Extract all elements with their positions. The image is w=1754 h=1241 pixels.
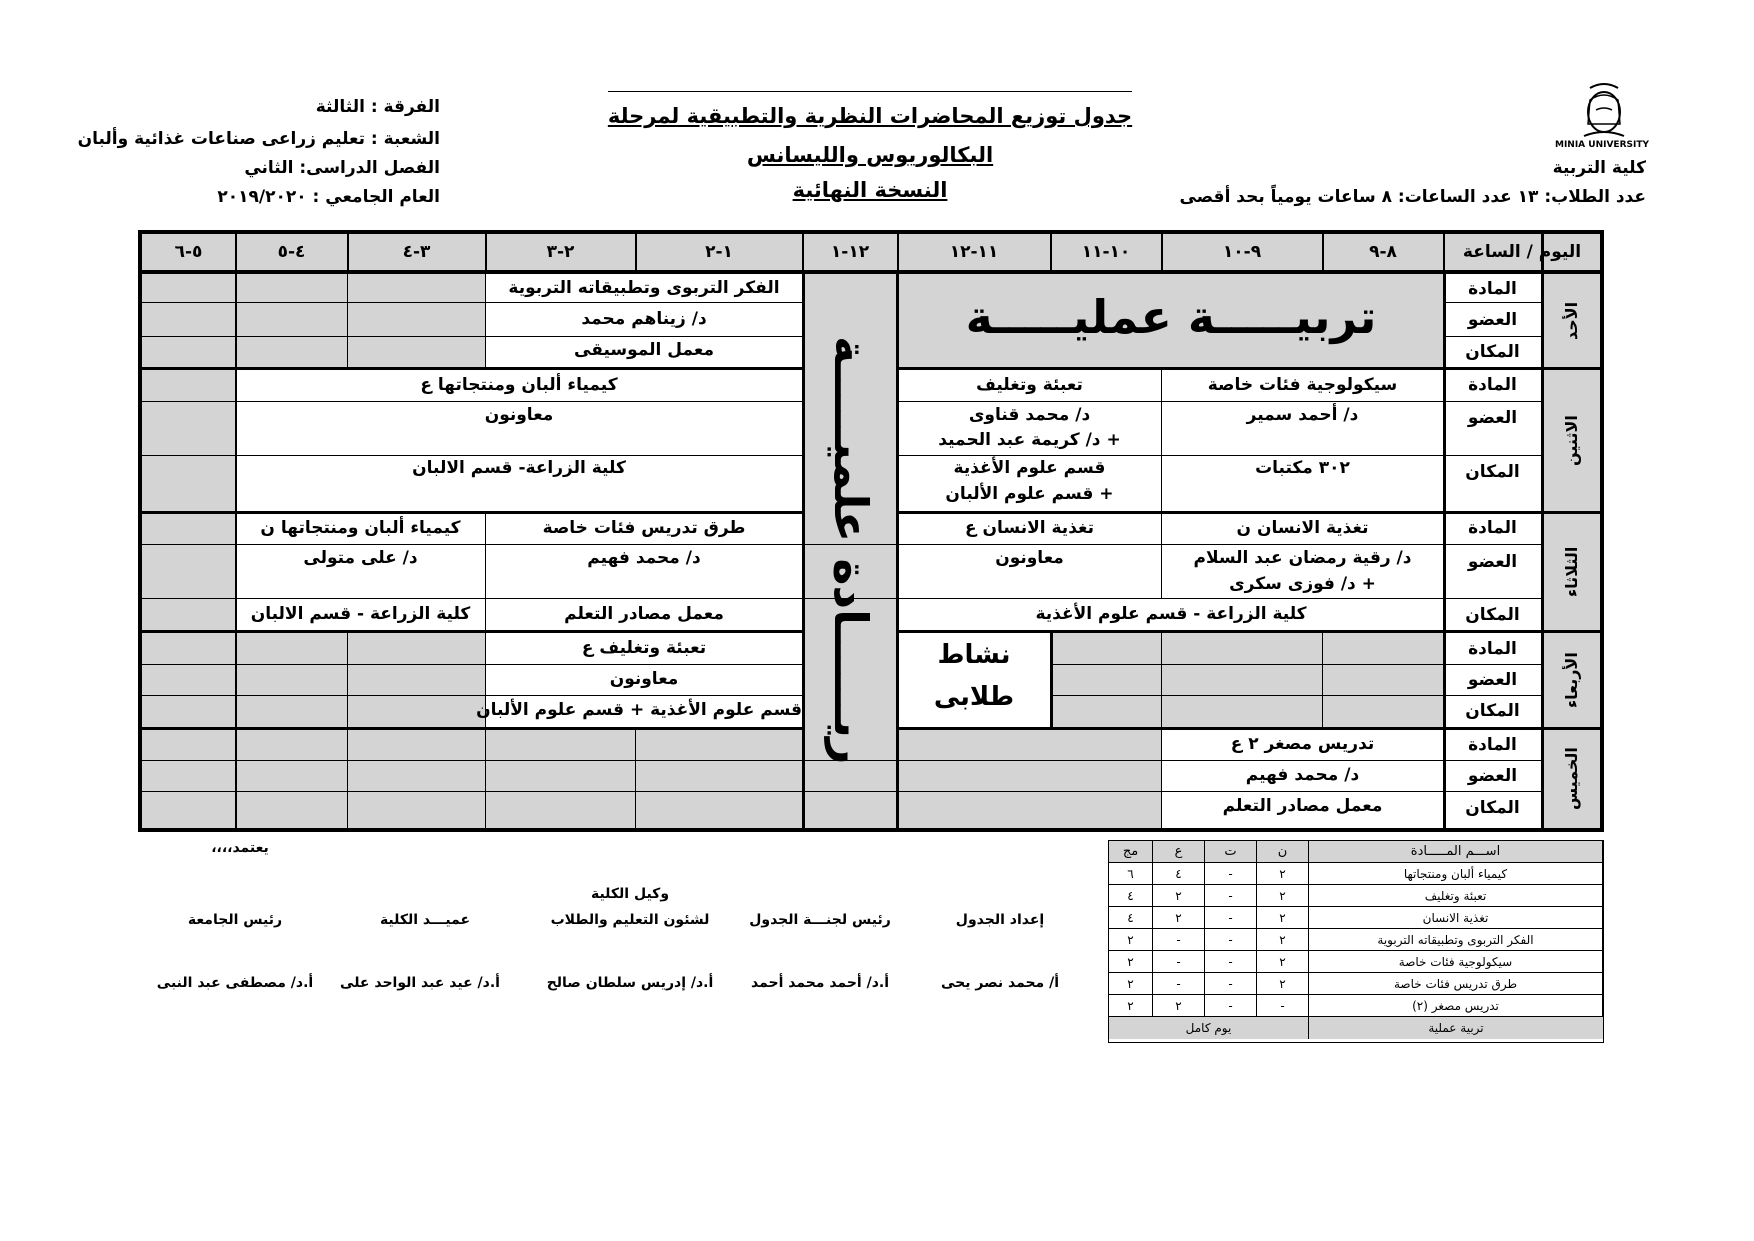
tue-subject-c: طرق تدريس فئات خاصة [542, 518, 746, 538]
summary-cell: - [1205, 951, 1257, 973]
tue-subject-a: تغذية الانسان ن [1236, 518, 1369, 538]
summary-cell: الفكر التربوى وتطبيقاته التربوية [1309, 929, 1603, 951]
thu-member-1: د/ محمد فهيم [1245, 765, 1360, 785]
day-wednesday: الأربعاء [1562, 652, 1581, 708]
time-8-9: ٨-٩ [1369, 242, 1397, 262]
label-subject-wed: المادة [1468, 639, 1517, 659]
thursday-empty-left [142, 730, 803, 828]
sunday-empty-right [142, 274, 486, 367]
summary-cell: ٢ [1257, 951, 1309, 973]
label-member-wed: العضو [1467, 670, 1518, 690]
summary-header-cell: ع [1153, 841, 1205, 863]
summary-cell: - [1205, 973, 1257, 995]
label-place-mon: المكان [1465, 462, 1520, 482]
tue-member-c: د/ محمد فهيم [587, 548, 701, 568]
summary-cell: ٦ [1109, 863, 1153, 885]
role-president: رئيس الجامعة [187, 912, 283, 928]
version-label: النسخة النهائية [792, 178, 948, 202]
summary-cell: ٢ [1257, 907, 1309, 929]
wed-member-1: معاونون [609, 669, 679, 689]
approval-label: يعتمد،،،، [211, 840, 269, 856]
time-1-2: ١-٢ [705, 242, 733, 262]
mon-member-c: معاونون [484, 405, 554, 425]
summary-cell: سيكولوجية فئات خاصة [1309, 951, 1603, 973]
summary-cell: ٤ [1109, 907, 1153, 929]
faculty-name: كلية التربية [1552, 158, 1646, 178]
label-member-thu: العضو [1467, 766, 1518, 786]
sun-member-1: د/ زيناهم محمد [581, 309, 707, 329]
summary-practice-value: يوم كامل [1109, 1017, 1309, 1039]
thu-subject-1: تدريس مصغر ٢ ع [1230, 734, 1375, 754]
day-monday: الاثنين [1562, 415, 1581, 466]
tue-subject-d: كيمياء ألبان ومنتجاتها ن [260, 518, 461, 538]
thu-place-1: معمل مصادر التعلم [1222, 796, 1383, 816]
label-member-tue: العضو [1467, 552, 1518, 572]
role-committee: رئيس لجنـــة الجدول [749, 912, 891, 928]
summary-cell: - [1205, 885, 1257, 907]
summary-cell: - [1153, 951, 1205, 973]
summary-cell: ٢ [1109, 951, 1153, 973]
summary-cell: ٢ [1153, 995, 1205, 1017]
mon-member-b2: + د/ كريمة عبد الحميد [938, 430, 1121, 450]
tue-place-c: معمل مصادر التعلم [564, 604, 724, 624]
level: الفرقة : الثالثة [315, 97, 440, 117]
summary-cell: ٢ [1109, 929, 1153, 951]
summary-cell: ٢ [1257, 973, 1309, 995]
summary-header-cell: ن [1257, 841, 1309, 863]
summary-cell: - [1205, 929, 1257, 951]
summary-cell: تدريس مصغر (٢) [1309, 995, 1603, 1017]
page-title: جدول توزيع المحاضرات النظرية والتطبيقية لمرحلة [607, 104, 1133, 128]
tue-member-b: معاونون [995, 548, 1064, 568]
mon-place-b2: + قسم علوم الألبان [945, 484, 1114, 504]
name-dean: أ.د/ عيد عبد الواحد على [340, 975, 500, 991]
summary-cell: - [1257, 995, 1309, 1017]
summary-cell: كيمياء ألبان ومنتجاتها [1309, 863, 1603, 885]
time-5-6: ٥-٦ [174, 242, 203, 262]
summary-cell: ٤ [1109, 885, 1153, 907]
summary-cell: - [1205, 995, 1257, 1017]
label-place-sun: المكان [1465, 342, 1520, 362]
label-subject-sun: المادة [1468, 279, 1517, 299]
summary-cell: ٤ [1153, 863, 1205, 885]
page-subtitle: البكالوريوس والليسانس [746, 143, 994, 167]
summary-cell: ٢ [1109, 995, 1153, 1017]
summary-practice-name: تربية عملية [1309, 1017, 1603, 1039]
label-subject-mon: المادة [1468, 375, 1517, 395]
name-vice-dean: أ.د/ إدريس سلطان صالح [546, 975, 714, 991]
student-activity-1: نشاط [937, 640, 1011, 670]
mon-place-b1: قسم علوم الأغذية [953, 458, 1106, 478]
name-prepared-by: أ/ محمد نصر يحى [940, 975, 1060, 991]
summary-cell: تعبئة وتغليف [1309, 885, 1603, 907]
name-president: أ.د/ مصطفى عبد النبى [156, 975, 314, 991]
academic-advising-break: ريــــــادة علميـــــة [824, 335, 878, 765]
tue-place-d: كلية الزراعة - قسم الالبان [250, 604, 471, 624]
summary-header-cell: مج [1109, 841, 1153, 863]
summary-cell: - [1205, 863, 1257, 885]
tue-member-d: د/ على متولى [303, 548, 418, 568]
mon-member-a: د/ أحمد سمير [1246, 405, 1359, 425]
summary-header-cell: ت [1205, 841, 1257, 863]
mon-subject-c: كيمياء ألبان ومنتجاتها ع [420, 375, 618, 395]
time-4-5: ٤-٥ [277, 242, 306, 262]
title-rule [608, 91, 1132, 92]
sun-subject-1: الفكر التربوى وتطبيقاته التربوية [508, 278, 780, 298]
thursday-empty-mid [898, 730, 1162, 828]
tue-member-a2: + د/ فوزى سكرى [1229, 574, 1376, 594]
sunday-practical-training: تربيـــــة عمليـــــة [965, 290, 1377, 344]
summary-cell: - [1205, 907, 1257, 929]
role-dean: عميـــد الكلية [379, 912, 471, 928]
summary-cell: ٢ [1257, 885, 1309, 907]
tue-member-a1: د/ رقية رمضان عبد السلام [1193, 548, 1412, 568]
summary-cell: ٢ [1257, 863, 1309, 885]
time-3-4: ٣-٤ [402, 242, 431, 262]
label-place-thu: المكان [1465, 798, 1520, 818]
header-day-hour: اليوم / الساعة [1462, 242, 1582, 262]
summary-cell: ٢ [1153, 907, 1205, 929]
label-member-sun: العضو [1467, 310, 1518, 330]
time-11-12: ١١-١٢ [949, 242, 999, 262]
summary-table [1108, 840, 1604, 1043]
time-2-3: ٢-٣ [546, 242, 575, 262]
division: الشعبة : تعليم زراعى صناعات غذائية وألبان [77, 129, 440, 149]
academic-year: العام الجامعي : ٢٠١٩/٢٠٢٠ [217, 187, 440, 207]
label-subject-tue: المادة [1468, 518, 1517, 538]
wednesday-empty-left [142, 633, 486, 727]
time-12-1: ١٢-١ [830, 242, 870, 262]
vice-dean-title: وكيل الكلية [590, 886, 670, 902]
summary-cell: ٢ [1109, 973, 1153, 995]
label-subject-thu: المادة [1468, 735, 1517, 755]
time-9-10: ٩-١٠ [1222, 242, 1262, 262]
role-prepared-by: إعداد الجدول [955, 912, 1045, 928]
summary-cell: طرق تدريس فئات خاصة [1309, 973, 1603, 995]
wednesday-empty-right [1050, 633, 1444, 727]
summary-cell: ٢ [1257, 929, 1309, 951]
day-tuesday: الثلاثاء [1562, 546, 1581, 598]
mon-subject-b: تعبئة وتغليف [976, 375, 1083, 395]
summary-cell: تغذية الانسان [1309, 907, 1603, 929]
mon-place-c: كلية الزراعة- قسم الالبان [412, 458, 626, 478]
mon-subject-a: سيكولوجية فئات خاصة [1207, 375, 1398, 395]
summary-cell: - [1153, 929, 1205, 951]
name-committee: أ.د/ أحمد محمد أحمد [751, 975, 889, 991]
label-member-mon: العضو [1467, 408, 1518, 428]
tue-subject-b: تغذية الانسان ع [964, 518, 1094, 538]
mon-place-a: ٣٠٢ مكتبات [1255, 458, 1350, 478]
label-place-tue: المكان [1465, 605, 1520, 625]
label-place-wed: المكان [1465, 701, 1520, 721]
role-vice-dean: لشئون التعليم والطلاب [550, 912, 710, 928]
summary-cell: ٢ [1153, 885, 1205, 907]
summary-cell: - [1153, 973, 1205, 995]
mon-member-b1: د/ محمد قناوى [968, 405, 1091, 425]
sun-place-1: معمل الموسيقى [574, 340, 714, 360]
semester: الفصل الدراسى: الثاني [244, 158, 440, 178]
tue-place-ab: كلية الزراعة - قسم علوم الأغذية [1035, 604, 1307, 624]
day-sunday: الأحد [1562, 301, 1581, 340]
wed-place-1: قسم علوم الأغذية + قسم علوم الألبان [476, 700, 802, 720]
students-hours: عدد الطلاب: ١٣ عدد الساعات: ٨ ساعات يومياً بحد أقصى [1179, 187, 1646, 207]
summary-header-cell: اســـم المـــــادة [1309, 841, 1603, 863]
logo-caption: MINIA UNIVERSITY [1554, 140, 1649, 150]
student-activity-2: طلابى [933, 682, 1015, 712]
time-10-11: ١٠-١١ [1081, 242, 1131, 262]
day-thursday: الخميس [1562, 747, 1581, 811]
wed-subject-1: تعبئة وتغليف ع [581, 638, 707, 658]
